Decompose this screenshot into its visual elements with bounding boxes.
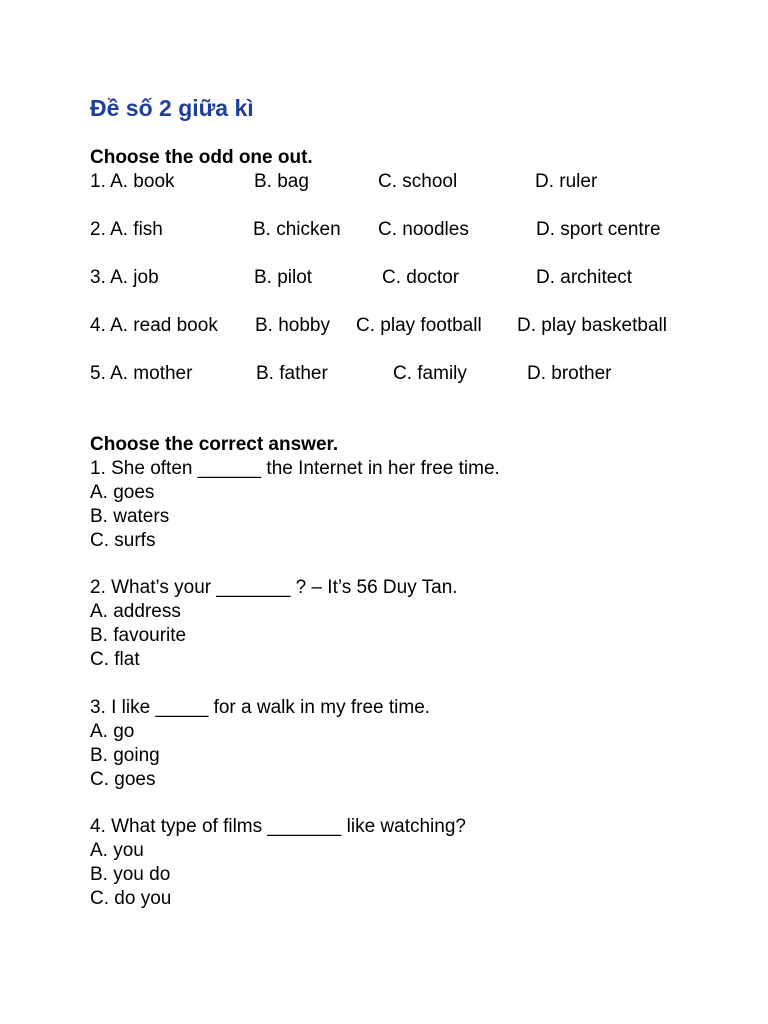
option-d: D. brother [527,363,612,384]
correct-answer-question-3 [90,696,430,792]
option-b: B. favourite [90,625,187,646]
option-a: 2. A. fish [90,219,163,240]
option-c: C. do you [90,888,172,909]
option-b: B. hobby [255,315,330,336]
option-d: D. architect [536,267,633,288]
option-d: D. ruler [535,171,598,192]
document-title: Đề số 2 giữa kì [90,95,254,121]
option-b: B. going [90,745,160,766]
option-c: C. doctor [382,267,460,288]
question-text: 2. What’s your _______ ? – It’s 56 Duy Tan. [90,577,458,598]
option-a: 4. A. read book [90,315,218,336]
option-b: B. waters [90,506,170,527]
odd-one-out-question-3 [0,266,768,290]
odd-one-out-question-5 [0,362,768,386]
option-b: B. you do [90,864,171,885]
section-heading-correct-answer: Choose the correct answer. [90,434,339,455]
option-c: C. family [393,363,467,384]
option-a: 3. A. job [90,267,159,288]
question-text: 3. I like _____ for a walk in my free time. [90,697,431,718]
correct-answer-question-2 [90,576,458,672]
odd-one-out-question-4 [0,314,768,338]
option-b: B. bag [254,171,309,192]
odd-one-out-question-1 [0,170,768,194]
question-text: 4. What type of films _______ like watching? [90,816,466,837]
option-c: C. goes [90,769,156,790]
odd-one-out-question-2 [0,218,768,242]
section-heading-odd-one-out: Choose the odd one out. [90,147,313,168]
option-a: A. go [90,721,135,742]
option-a: 5. A. mother [90,363,193,384]
option-a: A. goes [90,482,155,503]
option-a: A. address [90,601,181,622]
option-b: B. chicken [253,219,341,240]
option-c: C. surfs [90,530,156,551]
option-d: D. play basketball [517,315,667,336]
option-d: D. sport centre [536,219,661,240]
option-b: B. pilot [254,267,313,288]
correct-answer-question-1 [90,457,500,553]
correct-answer-question-4 [90,815,466,911]
option-c: C. noodles [378,219,469,240]
option-a: A. you [90,840,144,861]
option-c: C. school [378,171,458,192]
option-c: C. flat [90,649,140,670]
option-c: C. play football [356,315,482,336]
option-b: B. father [256,363,328,384]
option-a: 1. A. book [90,171,175,192]
question-text: 1. She often ______ the Internet in her free time. [90,458,500,479]
